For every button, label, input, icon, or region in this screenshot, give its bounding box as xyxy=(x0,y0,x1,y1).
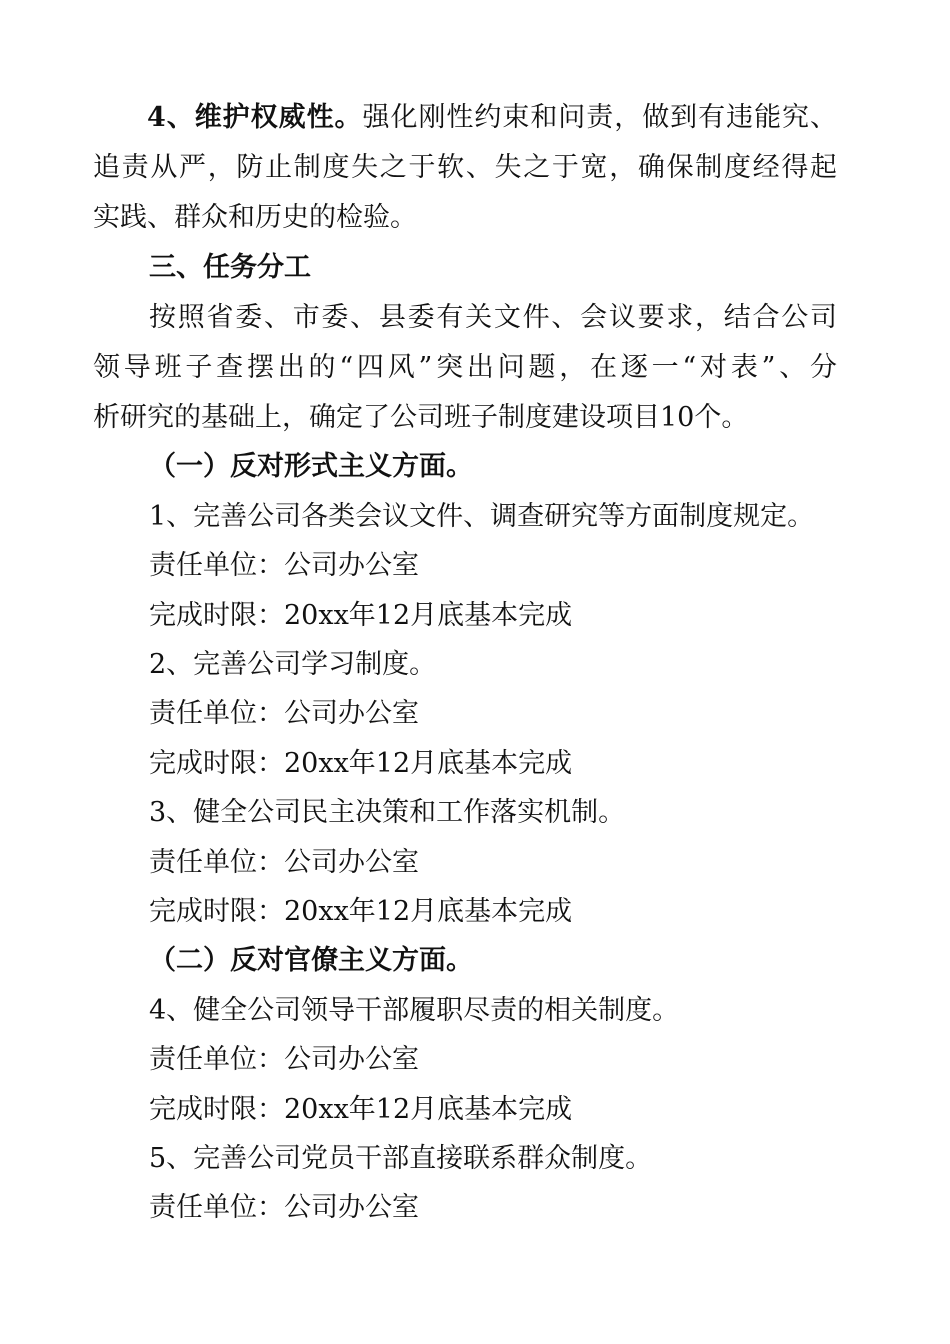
item-3-unit: 责任单位：公司办公室 xyxy=(149,847,419,878)
section-4-text: 强化刚性约束和问责，做到有违能究、 xyxy=(362,102,837,133)
part-3-intro-line-3: 析研究的基础上，确定了公司班子制度建设项目10个。 xyxy=(93,402,749,433)
item-4-title: 4、健全公司领导干部履职尽责的相关制度。 xyxy=(149,995,680,1026)
part-3-intro-line-2: 领导班子查摆出的“四风”突出问题，在逐一“对表”、分 xyxy=(93,352,837,383)
item-1-deadline: 完成时限：20xx年12月底基本完成 xyxy=(149,600,573,631)
item-3-title: 3、健全公司民主决策和工作落实机制。 xyxy=(149,797,626,828)
group-2-heading: （二）反对官僚主义方面。 xyxy=(149,945,473,976)
part-3-title: 三、任务分工 xyxy=(149,252,311,283)
item-5-title: 5、完善公司党员干部直接联系群众制度。 xyxy=(149,1143,653,1174)
section-4-line-2: 追责从严，防止制度失之于软、失之于宽，确保制度经得起 xyxy=(93,152,837,183)
section-4-line-3: 实践、群众和历史的检验。 xyxy=(93,202,417,233)
item-5-unit: 责任单位：公司办公室 xyxy=(149,1192,419,1223)
section-4-line-1 xyxy=(93,98,837,138)
item-4-deadline: 完成时限：20xx年12月底基本完成 xyxy=(149,1094,573,1125)
item-4-unit: 责任单位：公司办公室 xyxy=(149,1044,419,1075)
item-1-unit: 责任单位：公司办公室 xyxy=(149,550,419,581)
part-3-intro-line-1: 按照省委、市委、县委有关文件、会议要求，结合公司 xyxy=(149,302,837,333)
item-2-title: 2、完善公司学习制度。 xyxy=(149,649,437,680)
item-2-deadline: 完成时限：20xx年12月底基本完成 xyxy=(149,748,573,779)
group-1-heading: （一）反对形式主义方面。 xyxy=(149,451,473,482)
item-3-deadline: 完成时限：20xx年12月底基本完成 xyxy=(149,896,573,927)
item-1-title: 1、完善公司各类会议文件、调查研究等方面制度规定。 xyxy=(149,501,815,532)
item-2-unit: 责任单位：公司办公室 xyxy=(149,698,419,729)
section-4-heading: 4、维护权威性。 xyxy=(147,102,363,133)
